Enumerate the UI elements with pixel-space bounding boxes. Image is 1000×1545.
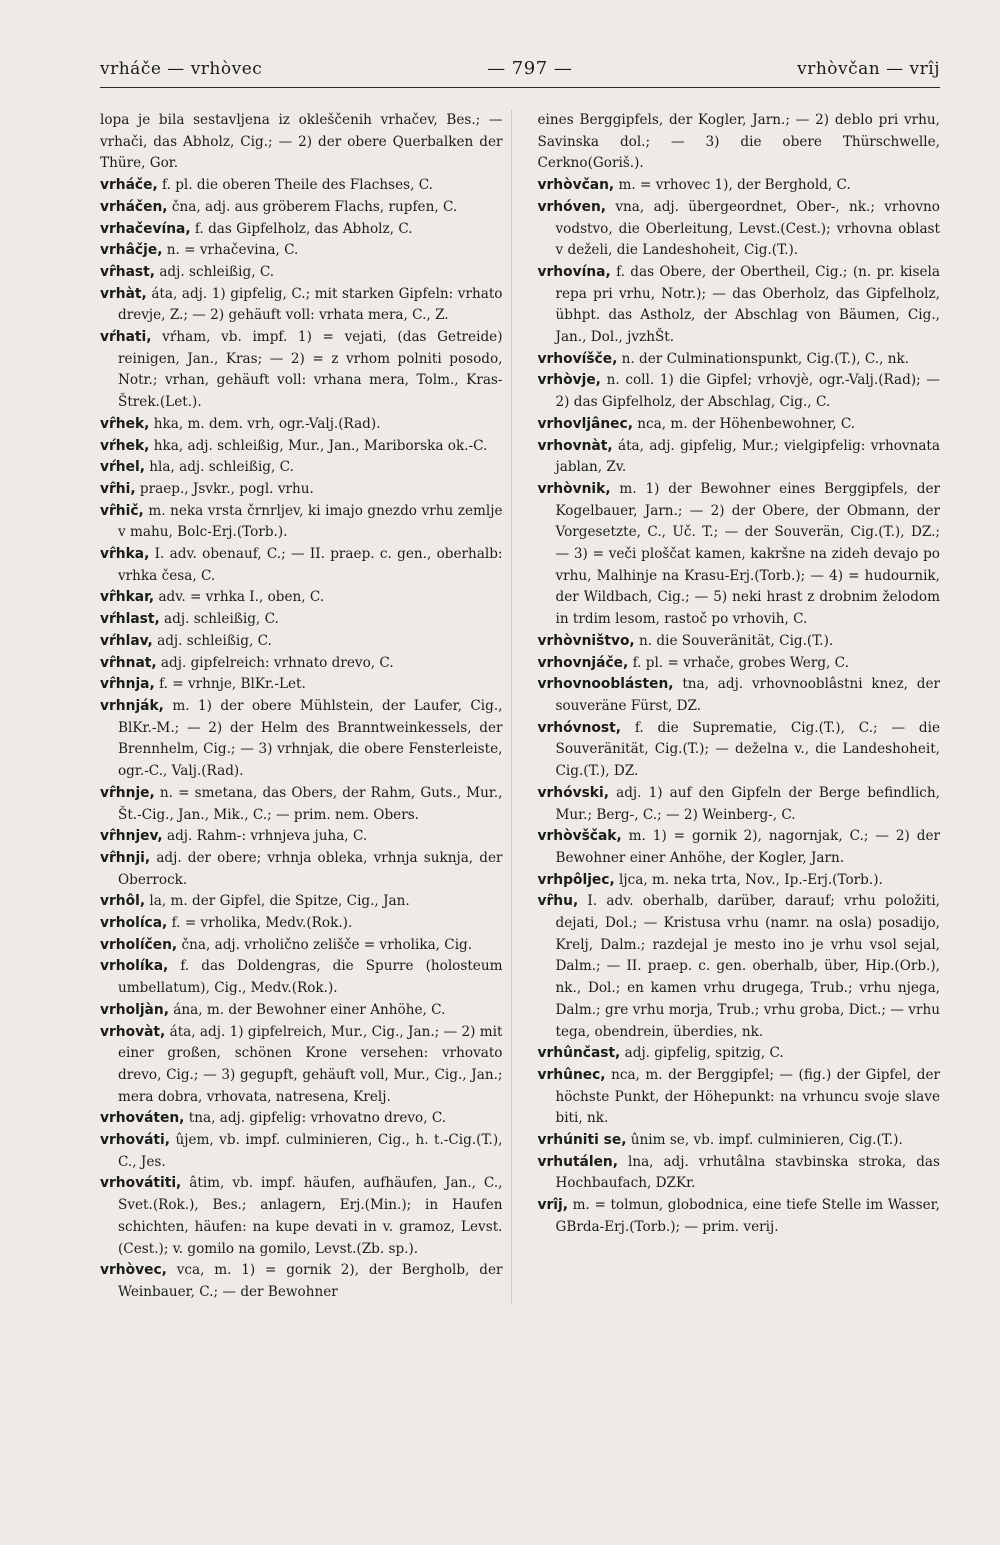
entry-headword: vr̂hnji,	[100, 849, 151, 866]
entry-headword: vrhâčje,	[100, 242, 163, 259]
entry-headword: vrhûnec,	[537, 1066, 606, 1083]
entry-definition: eines Berggipfels, der Kogler, Jarn.; — 2) deblo pri vrhu, Savinska dol.; — 3) die obere Thürschwelle, Cerkno(Goriš.).	[537, 112, 940, 172]
dictionary-entry	[538, 783, 941, 826]
header-left-guide-words: vrháče — vrhòvec	[100, 59, 263, 79]
entry-headword: vrhúniti se,	[537, 1132, 627, 1149]
entry-definition: nca, m. der Höhenbewohner, C.	[637, 415, 856, 432]
dictionary-entry	[100, 848, 503, 891]
entry-definition: f. = vrhnje, BlKr.-Let.	[159, 676, 306, 693]
dictionary-entry	[100, 913, 503, 935]
dictionary-entry	[538, 479, 941, 631]
entry-headword: vrhòvec,	[100, 1262, 167, 1279]
entry-headword: vrhòvčan,	[537, 177, 615, 194]
entry-definition: áta, adj. 1) gipfelreich, Mur., Cig., Jan.; — 2) mit einer großen, schönen Krone versehen: vrhovato drevo, Cig.; — 3) gegupft, gehäuft voll, Mur., Cig., Jan.; mera dobra, vrhovata, natresena, Krelj.	[118, 1023, 503, 1105]
entry-definition: n. = smetana, das Obers, der Rahm, Guts., Mur., Št.-Cig., Jan., Mik., C.; — prim. nem. Obers.	[118, 784, 503, 823]
entry-definition: n. der Culminationspunkt, Cig.(T.), C., nk.	[621, 350, 910, 367]
entry-definition: f. pl. die oberen Theile des Flachses, C.	[162, 177, 433, 194]
dictionary-entry	[538, 1065, 941, 1130]
entry-headword: vr̂hka,	[100, 546, 150, 563]
entry-headword: vrhovàt,	[100, 1023, 166, 1040]
entry-definition: ána, m. der Bewohner einer Anhöhe, C.	[173, 1001, 446, 1018]
entry-definition: m. 1) der obere Mühlstein, der Laufer, Cig., BlKr.-M.; — 2) der Helm des Branntweinkessels, der Brennhelm, Cig.; — 3) vrhnjak, die obere Fensterleiste, ogr.-C., Valj.(Rad).	[118, 697, 503, 780]
entry-definition: hla, adj. schleißig, C.	[149, 459, 294, 476]
entry-headword: vrhovíšče,	[537, 350, 618, 367]
dictionary-entry	[100, 609, 503, 631]
entry-definition: adj. schleißig, C.	[159, 263, 275, 280]
entry-headword: vr̂hek,	[100, 415, 150, 432]
entry-headword: vrîj,	[537, 1197, 568, 1214]
dictionary-entry	[100, 219, 503, 241]
entry-headword: vŕhek,	[100, 437, 150, 454]
dictionary-entry	[100, 935, 503, 957]
entry-headword: vrhačevína,	[100, 220, 191, 237]
entry-columns	[100, 110, 940, 1304]
entry-definition: vŕham, vb. impf. 1) = vejati, (das Getreide) reinigen, Jan., Kras; — 2) = z vrhom polniti posodo, Notr.; vrhan, gehäuft voll: vrhana mera, Tolm., Kras-Štrek.(Let.).	[118, 329, 503, 411]
entry-headword: vrhovátiti,	[100, 1175, 182, 1192]
dictionary-entry	[100, 414, 503, 436]
dictionary-entry	[100, 240, 503, 262]
entry-definition: adv. = vrhka I., oben, C.	[158, 589, 325, 606]
entry-definition: âtim, vb. impf. häufen, aufhäufen, Jan., C., Svet.(Rok.), Bes.; anlagern, Erj.(Min.); in Haufen schichten, häufen: na kupe devati in v. gramoz, Levst.(Cest.); v. gomilo na gomilo, Levst.(Zb. sp.).	[118, 1175, 503, 1257]
entry-definition: f. = vrholika, Medv.(Rok.).	[171, 915, 353, 932]
entry-headword: vrhováti,	[100, 1132, 170, 1149]
entry-definition: vna, adj. übergeordnet, Ober-, nk.; vrhovno vodstvo, die Oberleitung, Levst.(Cest.); vrhovna oblast v deželi, die Landeshoheit, Cig.(T.).	[555, 198, 940, 259]
dictionary-entry	[100, 587, 503, 609]
entry-headword: vrhóvski,	[537, 784, 609, 801]
entry-definition: adj. gipfelig, spitzig, C.	[624, 1045, 784, 1062]
dictionary-entry	[100, 327, 503, 414]
entry-headword: vr̂hu,	[537, 893, 579, 910]
right-column	[538, 110, 941, 1304]
entry-definition: adj. schleißig, C.	[164, 611, 279, 628]
entry-definition: praep., Jsvkr., pogl. vrhu.	[139, 480, 314, 497]
entry-headword: vr̂hast,	[100, 263, 155, 280]
entry-definition: I. adv. oberhalb, darüber, darauf; vrhu položiti, dejati, Dol.; — Kristusa vrhu (namr. na osla) posadijo, Krelj, Dalm.; razdejal je mesto ino je vrhu vsol sejal, Dalm.; — II. praep. c. gen. oberhalb, über, Hip.(Orb.), nk., Dol.; en kamen vrhu drugega, Trub.; vrhu njega, Dalm.; gre vrhu morja, Trub.; vrhu groba, Dict.; — vrhu tega, obendrein, überdies, nk.	[555, 893, 940, 1040]
entry-headword: vr̂hnja,	[100, 676, 155, 693]
page-number: — 797 —	[487, 58, 573, 79]
dictionary-entry	[538, 718, 941, 783]
dictionary-entry	[100, 457, 503, 479]
entry-definition: ûjem, vb. impf. culminieren, Cig., h. t.-Cig.(T.), C., Jes.	[118, 1132, 503, 1170]
entry-definition: la, m. der Gipfel, die Spitze, Cig., Jan.	[149, 893, 410, 910]
entry-headword: vrhóvnost,	[537, 719, 621, 736]
entry-definition: f. das Doldengras, die Spurre (holosteum umbellatum), Cig., Medv.(Rok.).	[118, 958, 503, 997]
dictionary-entry	[100, 262, 503, 284]
running-header	[100, 58, 940, 88]
dictionary-entry	[100, 826, 503, 848]
entry-headword: vrháče,	[100, 177, 158, 194]
entry-definition: m. = vrhovec 1), der Berghold, C.	[618, 177, 851, 194]
entry-headword: vrhòvnik,	[537, 480, 611, 497]
entry-definition: nca, m. der Berggipfel; — (fig.) der Gipfel, der höchste Punkt, der Höhepunkt: na vrhuncu svoje slave biti, nk.	[555, 1066, 940, 1127]
dictionary-entry	[538, 826, 941, 869]
entry-definition: lopa je bila sestavljena iz okleščenih vrhačev, Bes.; — vrhači, das Abholz, Cig.; — 2) der obere Querbalken der Thüre, Gor.	[100, 112, 503, 172]
entry-headword: vrhàt,	[100, 285, 147, 302]
entry-headword: vŕhati,	[100, 329, 152, 346]
entry-headword: vŕhel,	[100, 459, 145, 476]
dictionary-entry	[100, 436, 503, 458]
dictionary-entry	[538, 870, 941, 892]
header-right-guide-words: vrhòvčan — vrîj	[797, 59, 940, 79]
dictionary-entry	[100, 783, 503, 826]
entry-headword: vrhôl,	[100, 893, 146, 910]
dictionary-entry	[538, 653, 941, 675]
entry-definition: ljca, m. neka trta, Nov., Ip.-Erj.(Torb.).	[619, 871, 883, 888]
dictionary-entry	[100, 501, 503, 544]
dictionary-entry	[100, 653, 503, 675]
entry-definition: adj. der obere; vrhnja obleka, vrhnja suknja, der Oberrock.	[118, 849, 503, 888]
dictionary-entry	[100, 197, 503, 219]
entry-headword: vr̂hnat,	[100, 654, 157, 671]
dictionary-entry	[100, 284, 503, 327]
dictionary-entry	[538, 674, 941, 717]
entry-headword: vrhòvje,	[537, 372, 601, 389]
dictionary-entry	[100, 175, 503, 197]
dictionary-entry	[538, 414, 941, 436]
dictionary-entry	[100, 110, 503, 175]
dictionary-entry	[538, 349, 941, 371]
entry-headword: vr̂hi,	[100, 480, 136, 497]
entry-definition: ûnim se, vb. impf. culminieren, Cig.(T.).	[630, 1132, 903, 1149]
entry-definition: tna, adj. vrhovnooblâstni knez, der souveräne Fürst, DZ.	[555, 676, 940, 714]
dictionary-entry	[538, 631, 941, 653]
entry-definition: áta, adj. 1) gipfelig, C.; mit starken Gipfeln: vrhato drevje, Z.; — 2) gehäuft voll: vrhata mera, C., Z.	[118, 285, 503, 324]
entry-headword: vrhovnooblásten,	[537, 676, 674, 693]
entry-headword: vr̂hnjev,	[100, 828, 163, 845]
dictionary-entry	[538, 175, 941, 197]
entry-headword: vrholíca,	[100, 915, 168, 932]
entry-headword: vr̂hnje,	[100, 784, 155, 801]
entry-definition: n. die Souveränität, Cig.(T.).	[639, 632, 834, 649]
entry-definition: lna, adj. vrhutâlna stavbinska stroka, das Hochbaufach, DZKr.	[555, 1153, 940, 1192]
entry-definition: adj. Rahm-: vrhnjeva juha, C.	[166, 828, 368, 845]
entry-definition: f. das Gipfelholz, das Abholz, C.	[194, 220, 413, 237]
dictionary-entry	[100, 1260, 503, 1303]
dictionary-entry	[100, 631, 503, 653]
entry-headword: vŕhlast,	[100, 611, 160, 628]
dictionary-entry	[538, 110, 941, 175]
entry-definition: čna, adj. vrholično zelišče = vrholika, Cig.	[181, 936, 473, 953]
dictionary-entry	[100, 1000, 503, 1022]
entry-headword: vrhóven,	[537, 198, 607, 215]
entry-definition: adj. schleißig, C.	[157, 632, 272, 649]
dictionary-entry	[538, 891, 941, 1043]
dictionary-entry	[538, 436, 941, 479]
dictionary-entry	[100, 479, 503, 501]
dictionary-entry	[538, 370, 941, 413]
entry-definition: vca, m. 1) = gornik 2), der Bergholb, der Weinbauer, C.; — der Bewohner	[118, 1262, 503, 1300]
entry-headword: vrhòvščak,	[537, 828, 622, 845]
entry-definition: m. = tolmun, globodnica, eine tiefe Stelle im Wasser, GBrda-Erj.(Torb.); — prim. verij.	[555, 1197, 940, 1235]
dictionary-entry	[100, 1022, 503, 1109]
entry-headword: vrhovnjáče,	[537, 654, 629, 671]
entry-definition: hka, m. dem. vrh, ogr.-Valj.(Rad).	[153, 415, 381, 432]
dictionary-entry	[538, 1043, 941, 1065]
dictionary-entry	[100, 696, 503, 783]
dictionary-entry	[538, 1152, 941, 1195]
entry-headword: vrhovína,	[537, 263, 611, 280]
dictionary-entry	[538, 197, 941, 262]
entry-definition: tna, adj. gipfelig: vrhovatno drevo, C.	[188, 1110, 447, 1127]
entry-definition: n. = vrhačevina, C.	[166, 242, 299, 259]
entry-definition: adj. gipfelreich: vrhnato drevo, C.	[160, 654, 394, 671]
entry-definition: adj. 1) auf den Gipfeln der Berge befindlich, Mur.; Berg-, C.; — 2) Weinberg-, C.	[555, 784, 940, 823]
dictionary-entry	[538, 1130, 941, 1152]
entry-headword: vrhûnčast,	[537, 1045, 621, 1062]
entry-headword: vr̂hič,	[100, 502, 144, 519]
dictionary-entry	[100, 956, 503, 999]
dictionary-entry	[100, 544, 503, 587]
entry-headword: vŕhlav,	[100, 632, 153, 649]
dictionary-entry	[538, 262, 941, 349]
entry-definition: m. neka vrsta črnrljev, ki imajo gnezdo vrhu zemlje v mahu, Bolc-Erj.(Torb.).	[118, 502, 503, 541]
entry-headword: vrhpôljec,	[537, 871, 615, 888]
entry-definition: f. das Obere, der Obertheil, Cig.; (n. pr. kisela repa pri vrhu, Notr.); — das Oberholz, das Gipfelholz, übhpt. das Astholz, der Abschlag von Bäumen, Cig., Jan., Dol., jvzhŠt.	[555, 263, 941, 346]
dictionary-entry	[100, 891, 503, 913]
entry-definition: m. 1) = gornik 2), nagornjak, C.; — 2) der Bewohner einer Anhöhe, der Kogler, Jarn.	[555, 828, 940, 866]
dictionary-entry	[538, 1195, 941, 1238]
entry-definition: m. 1) der Bewohner eines Berggipfels, der Kogelbauer, Jarn.; — 2) der Obere, der Obmann, der Vorgesetzte, C., Uč. T.; — der Souverän, Cig.(T.), DZ.; — 3) = veči ploščat kamen, kakršne na zideh devajo po vrhu, Malhinje na Krasu-Erj.(Torb.); — 4) = hudournik, der Wildbach, Cig.; — 5) neki hrast z drobnim želodom in trdim lesom, rastoč po vrhovih, C.	[555, 480, 940, 628]
dictionary-entry	[100, 674, 503, 696]
entry-definition: f. die Suprematie, Cig.(T.), C.; — die Souveränität, Cig.(T.); — deželna v., die Landeshoheit, Cig.(T.), DZ.	[555, 719, 940, 780]
entry-headword: vr̂hkar,	[100, 589, 155, 606]
entry-definition: f. pl. = vrhače, grobes Werg, C.	[632, 654, 849, 671]
entry-headword: vrholíka,	[100, 958, 169, 975]
left-column	[100, 110, 512, 1304]
entry-headword: vrháčen,	[100, 198, 168, 215]
dictionary-entry	[100, 1108, 503, 1130]
entry-definition: n. coll. 1) die Gipfel; vrhovjè, ogr.-Valj.(Rad); — 2) das Gipfelholz, der Abschlag, Cig., C.	[555, 372, 940, 411]
entry-definition: čna, adj. aus gröberem Flachs, rupfen, C.	[171, 198, 458, 215]
entry-headword: vrhovnàt,	[537, 437, 613, 454]
entry-definition: I. adv. obenauf, C.; — II. praep. c. gen., oberhalb: vrhka česa, C.	[118, 546, 503, 584]
entry-headword: vrholíčen,	[100, 936, 178, 953]
entry-headword: vrhutálen,	[537, 1153, 618, 1170]
entry-headword: vrhovljânec,	[537, 415, 633, 432]
entry-headword: vrhováten,	[100, 1110, 185, 1127]
dictionary-entry	[100, 1130, 503, 1173]
entry-headword: vrholjàn,	[100, 1001, 169, 1018]
dictionary-entry	[100, 1173, 503, 1260]
entry-definition: hka, adj. schleißig, Mur., Jan., Mariborska ok.-C.	[153, 437, 488, 454]
entry-headword: vrhòvništvo,	[537, 632, 635, 649]
entry-definition: áta, adj. gipfelig, Mur.; vielgipfelig: vrhovnata jablan, Zv.	[555, 437, 940, 476]
entry-headword: vrhnják,	[100, 697, 164, 714]
